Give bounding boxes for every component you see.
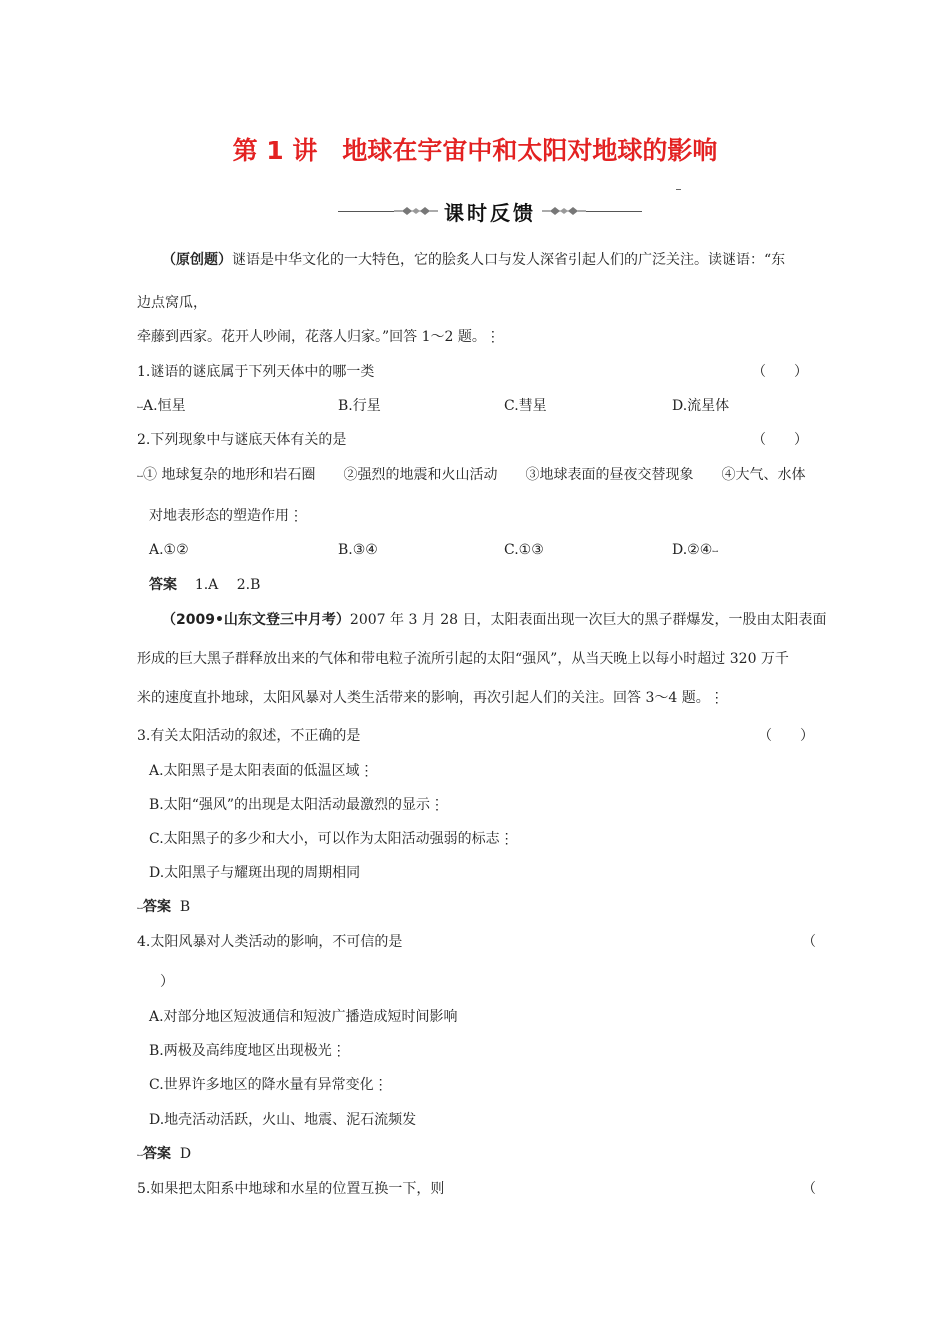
question-2-option-b: B.③④ — [338, 542, 378, 558]
marker-icon: ⧿ — [137, 1147, 144, 1161]
diamond-ornament-icon — [394, 205, 438, 217]
marker-icon: ⧿ — [137, 900, 144, 914]
question-3-stem: 3.有关太阳活动的叙述，不正确的是 — [137, 728, 361, 744]
passage-1-line-3: 牵藤到西家。花开人吵闹，花落人归家。”回答 1～2 题。⋮ — [137, 329, 500, 345]
answer-value: D — [179, 1146, 192, 1162]
answer-value: 1.A 2.B — [194, 577, 261, 593]
question-1-bracket: （ ） — [752, 364, 808, 380]
question-4-option-c: C.世界许多地区的降水量有异常变化⋮ — [149, 1077, 388, 1093]
option-text: D.②④ — [672, 542, 713, 558]
passage-2-line-1 — [162, 611, 827, 629]
answer-value: B — [179, 899, 191, 915]
answer-3 — [137, 898, 190, 916]
question-2-option-d — [672, 541, 718, 559]
marker-icon: ⧿ — [137, 468, 144, 482]
question-3-bracket: （ ） — [758, 728, 814, 744]
question-3-option-d: D.太阳黑子与耀斑出现的周期相同 — [149, 865, 361, 881]
passage-2-source: （2009•山东文登三中月考） — [162, 612, 350, 628]
page-title: 第 1 讲 地球在宇宙中和太阳对地球的影响 — [232, 136, 718, 165]
passage-1-line-1 — [162, 251, 785, 269]
passage-1-line-2: 边点窝瓜， — [137, 295, 207, 311]
question-2-items-text: ① 地球复杂的地形和岩石圈 ②强烈的地震和火山活动 ③地球表面的昼夜交替现象 ④大气、水体 — [143, 467, 806, 483]
answer-label: 答案 — [149, 577, 177, 593]
question-4-option-d: D.地壳活动活跃，火山、地震、泥石流频发 — [149, 1112, 417, 1128]
question-2-option-a: A.①② — [149, 542, 189, 558]
passage-2-line-3: 米的速度直扑地球，太阳风暴对人类生活带来的影响，再次引起人们的关注。回答 3～4 题。⋮ — [137, 690, 724, 706]
passage-1-source: （原创题） — [162, 252, 232, 268]
question-1-stem: 1.谜语的谜底属于下列天体中的哪一类 — [137, 364, 375, 380]
section-banner — [310, 196, 670, 226]
answer-4 — [137, 1145, 191, 1163]
option-text: A.恒星 — [143, 398, 186, 414]
question-2-stem: 2.下列现象中与谜底天体有关的是 — [137, 432, 347, 448]
question-2-items-line-2: 对地表形态的塑造作用⋮ — [149, 508, 303, 524]
marker-icon: ⧿ — [137, 399, 144, 413]
question-2-items-line-1 — [137, 466, 805, 484]
passage-2-text: 2007 年 3 月 28 日，太阳表面出现一次巨大的黑子群爆发，一股由太阳表面 — [349, 612, 827, 628]
question-1-option-c: C.彗星 — [504, 398, 547, 414]
question-2-option-c: C.①③ — [504, 542, 544, 558]
question-3-option-c: C.太阳黑子的多少和大小，可以作为太阳活动强弱的标志⋮ — [149, 831, 514, 847]
answer-label: 答案 — [143, 899, 172, 915]
answer-1-2 — [149, 576, 260, 594]
question-5-stem: 5.如果把太阳系中地球和水星的位置互换一下，则 — [137, 1181, 445, 1197]
question-3-option-b: B.太阳“强风”的出现是太阳活动最激烈的显示⋮ — [149, 797, 445, 813]
question-1-option-a — [137, 397, 186, 415]
diamond-ornament-icon — [542, 205, 586, 217]
question-4-bracket-close: ） — [160, 974, 174, 990]
question-5-bracket-open: （ — [802, 1181, 816, 1197]
question-4-bracket-open: （ — [802, 934, 816, 950]
passage-2-line-2: 形成的巨大黑子群释放出来的气体和带电粒子流所引起的太阳“强风”，从当天晚上以每小时超过 320 万千 — [137, 651, 789, 667]
question-4-stem: 4.太阳风暴对人类活动的影响，不可信的是 — [137, 934, 403, 950]
banner-line-left — [338, 211, 394, 212]
question-2-bracket: （ ） — [752, 432, 808, 448]
answer-label: 答案 — [143, 1146, 172, 1162]
passage-1-text: 谜语是中华文化的一大特色，它的脍炙人口与发人深省引起人们的广泛关注。读谜语：“东 — [232, 252, 786, 268]
question-1-option-d: D.流星体 — [672, 398, 730, 414]
question-4-option-a: A.对部分地区短波通信和短波广播造成短时间影响 — [149, 1009, 458, 1025]
banner-label: 课时反馈 — [444, 200, 536, 225]
stray-dash — [676, 189, 681, 190]
question-3-option-a: A.太阳黑子是太阳表面的低温区域⋮ — [149, 763, 374, 779]
question-1-option-b: B.行星 — [338, 398, 381, 414]
marker-icon: ⧿ — [712, 543, 719, 557]
question-4-option-b: B.两极及高纬度地区出现极光⋮ — [149, 1043, 346, 1059]
banner-line-right — [586, 211, 642, 212]
